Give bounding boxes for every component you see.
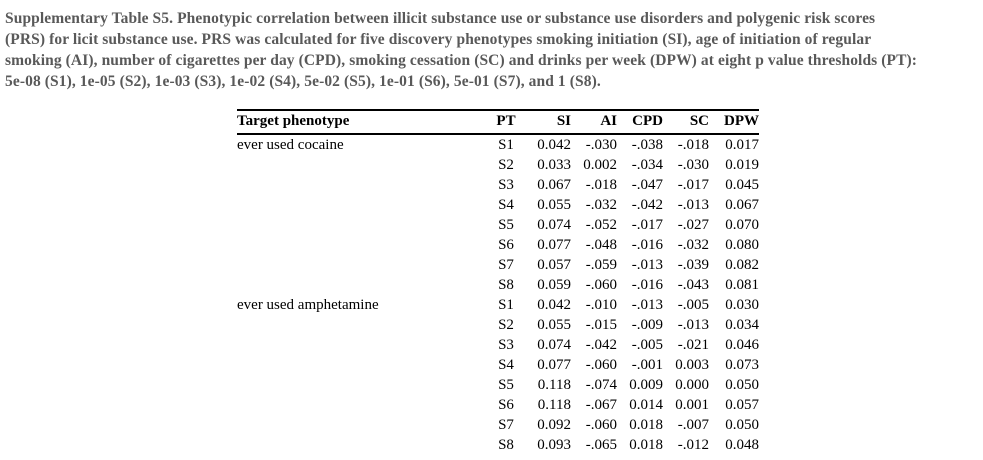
cell-sc: -.013 [677, 197, 709, 213]
cell-cpd: -.005 [631, 337, 663, 353]
table-row [237, 355, 759, 375]
cell-pt: S7 [498, 417, 514, 433]
cell-si: 0.042 [537, 297, 571, 313]
cell-si: 0.077 [537, 357, 571, 373]
cell-si: 0.093 [537, 437, 571, 453]
cell-si: 0.057 [537, 257, 571, 273]
cell-dpw: 0.073 [725, 357, 759, 373]
cell-si: 0.092 [537, 417, 571, 433]
cell-target-phenotype [237, 395, 489, 415]
table-row [237, 295, 759, 315]
cell-si: 0.055 [537, 197, 571, 213]
table-caption [0, 0, 983, 92]
cell-sc: -.005 [677, 297, 709, 313]
cell-cpd: -.013 [631, 257, 663, 273]
cell-ai: -.067 [585, 397, 617, 413]
caption-line-3: smoking (AI), number of cigarettes per day (CPD), smoking cessation (SC) and drinks per week (DPW) at eight p value thresholds (PT): [5, 52, 918, 69]
cell-pt: S6 [498, 237, 514, 253]
cell-cpd: -.042 [631, 197, 663, 213]
cell-ai: -.010 [585, 297, 617, 313]
cell-ai: -.030 [585, 137, 617, 153]
header-pt: PT [496, 113, 516, 129]
cell-ai: -.065 [585, 437, 617, 453]
cell-target-phenotype [237, 355, 489, 375]
header-sc: SC [689, 113, 709, 129]
cell-cpd: -.034 [631, 157, 663, 173]
cell-cpd: 0.018 [629, 437, 663, 453]
cell-target-phenotype [237, 335, 489, 355]
cell-pt: S8 [498, 437, 514, 453]
cell-pt: S3 [498, 337, 514, 353]
cell-ai: -.060 [585, 357, 617, 373]
cell-pt: S3 [498, 177, 514, 193]
cell-cpd: -.038 [631, 137, 663, 153]
table-row [237, 175, 759, 195]
cell-cpd: -.001 [631, 357, 663, 373]
cell-pt: S4 [498, 357, 514, 373]
cell-pt: S6 [498, 397, 514, 413]
cell-pt: S1 [498, 137, 514, 153]
cell-si: 0.055 [537, 317, 571, 333]
cell-dpw: 0.082 [725, 257, 759, 273]
cell-cpd: -.013 [631, 297, 663, 313]
table-row [237, 215, 759, 235]
cell-sc: -.021 [677, 337, 709, 353]
caption-line-4: 5e-08 (S1), 1e-05 (S2), 1e-03 (S3), 1e-02 (S4), 5e-02 (S5), 1e-01 (S6), 5e-01 (S7), and 1 (S8). [5, 73, 601, 90]
cell-dpw: 0.070 [725, 217, 759, 233]
cell-pt: S4 [498, 197, 514, 213]
cell-cpd: -.047 [631, 177, 663, 193]
table-row [237, 275, 759, 295]
cell-pt: S5 [498, 217, 514, 233]
cell-dpw: 0.057 [725, 397, 759, 413]
cell-target-phenotype [237, 215, 489, 235]
cell-target-phenotype: ever used cocaine [237, 137, 344, 153]
cell-dpw: 0.045 [725, 177, 759, 193]
cell-dpw: 0.067 [725, 197, 759, 213]
cell-si: 0.067 [537, 177, 571, 193]
cell-ai: -.032 [585, 197, 617, 213]
cell-pt: S8 [498, 277, 514, 293]
cell-sc: 0.000 [675, 377, 709, 393]
cell-si: 0.033 [537, 157, 571, 173]
table-row [237, 134, 759, 155]
cell-sc: -.027 [677, 217, 709, 233]
cell-cpd: -.016 [631, 277, 663, 293]
cell-target-phenotype: ever used amphetamine [237, 297, 379, 313]
cell-si: 0.074 [537, 337, 571, 353]
cell-pt: S1 [498, 297, 514, 313]
cell-cpd: 0.018 [629, 417, 663, 433]
cell-target-phenotype [237, 315, 489, 335]
cell-si: 0.118 [537, 377, 571, 393]
cell-dpw: 0.034 [725, 317, 759, 333]
cell-dpw: 0.080 [725, 237, 759, 253]
table-row [237, 435, 759, 455]
cell-target-phenotype [237, 255, 489, 275]
cell-pt: S7 [498, 257, 514, 273]
cell-target-phenotype [237, 275, 489, 295]
cell-dpw: 0.030 [725, 297, 759, 313]
cell-dpw: 0.048 [725, 437, 759, 453]
cell-cpd: -.009 [631, 317, 663, 333]
cell-ai: -.018 [585, 177, 617, 193]
cell-ai: -.060 [585, 417, 617, 433]
cell-target-phenotype [237, 435, 489, 455]
cell-sc: -.012 [677, 437, 709, 453]
cell-dpw: 0.019 [725, 157, 759, 173]
cell-ai: -.042 [585, 337, 617, 353]
cell-target-phenotype [237, 415, 489, 435]
cell-dpw: 0.050 [725, 417, 759, 433]
cell-target-phenotype [237, 175, 489, 195]
caption-line-1: Supplementary Table S5. Phenotypic correlation between illicit substance use or substance use disorders and polygenic risk scores [5, 10, 876, 27]
header-row [237, 110, 759, 134]
cell-si: 0.077 [537, 237, 571, 253]
cell-target-phenotype [237, 375, 489, 395]
cell-sc: -.007 [677, 417, 709, 433]
cell-dpw: 0.081 [725, 277, 759, 293]
table-row [237, 395, 759, 415]
header-cpd: CPD [632, 113, 663, 129]
table-row [237, 315, 759, 335]
table-row [237, 375, 759, 395]
cell-dpw: 0.046 [725, 337, 759, 353]
cell-ai: -.059 [585, 257, 617, 273]
cell-ai: -.048 [585, 237, 617, 253]
cell-pt: S5 [498, 377, 514, 393]
cell-si: 0.042 [537, 137, 571, 153]
cell-sc: 0.001 [675, 397, 709, 413]
cell-cpd: 0.009 [629, 377, 663, 393]
cell-sc: -.018 [677, 137, 709, 153]
cell-ai: 0.002 [583, 157, 617, 173]
cell-ai: -.052 [585, 217, 617, 233]
header-si: SI [556, 113, 571, 129]
cell-ai: -.060 [585, 277, 617, 293]
cell-si: 0.074 [537, 217, 571, 233]
caption-line-2: (PRS) for licit substance use. PRS was calculated for five discovery phenotypes smoking initiation (SI), age of initiation of regular [5, 31, 872, 48]
cell-si: 0.059 [537, 277, 571, 293]
cell-ai: -.015 [585, 317, 617, 333]
cell-target-phenotype [237, 195, 489, 215]
header-dpw: DPW [724, 113, 759, 129]
table-row [237, 155, 759, 175]
table-head [237, 110, 759, 134]
table-row [237, 415, 759, 435]
cell-sc: 0.003 [675, 357, 709, 373]
cell-sc: -.039 [677, 257, 709, 273]
header-target-phenotype: Target phenotype [237, 113, 350, 129]
table-row [237, 235, 759, 255]
table-row [237, 195, 759, 215]
table-row [237, 255, 759, 275]
cell-target-phenotype [237, 155, 489, 175]
cell-cpd: -.017 [631, 217, 663, 233]
cell-sc: -.043 [677, 277, 709, 293]
table-body [237, 134, 759, 455]
cell-target-phenotype [237, 235, 489, 255]
header-ai: AI [600, 113, 617, 129]
cell-sc: -.032 [677, 237, 709, 253]
cell-sc: -.017 [677, 177, 709, 193]
cell-dpw: 0.050 [725, 377, 759, 393]
cell-cpd: -.016 [631, 237, 663, 253]
cell-pt: S2 [498, 157, 514, 173]
correlation-table [237, 109, 759, 455]
cell-si: 0.118 [537, 397, 571, 413]
cell-ai: -.074 [585, 377, 617, 393]
cell-dpw: 0.017 [725, 137, 759, 153]
cell-sc: -.013 [677, 317, 709, 333]
cell-sc: -.030 [677, 157, 709, 173]
cell-pt: S2 [498, 317, 514, 333]
table-row [237, 335, 759, 355]
cell-cpd: 0.014 [629, 397, 663, 413]
